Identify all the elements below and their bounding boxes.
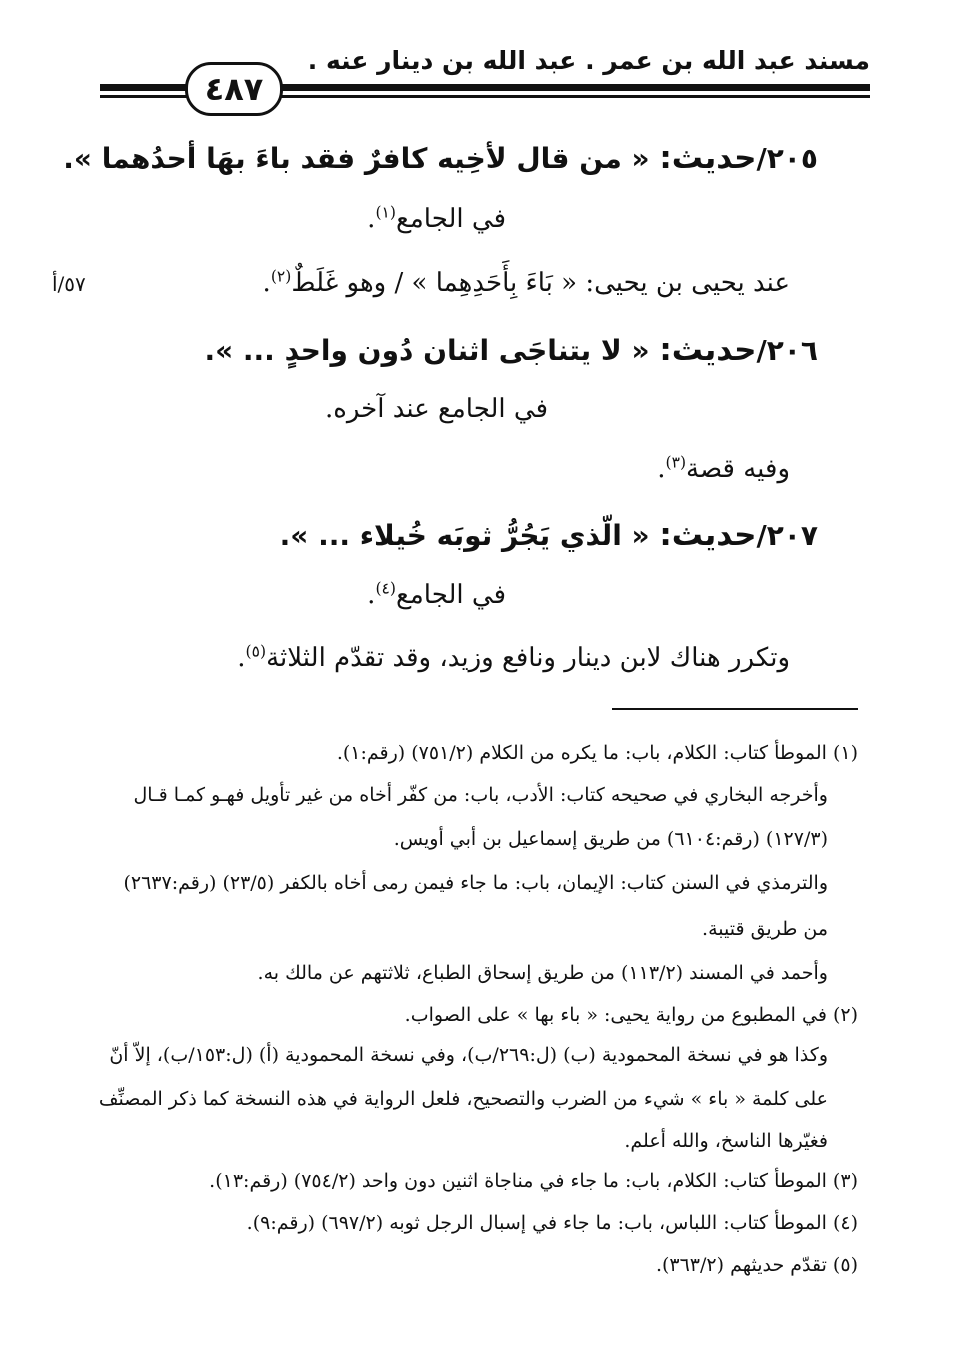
footnote-line: (٤) الموطأ كتاب: اللباس، باب: ما جاء في إسبال الرجل ثوبه (٦٩٧/٢) (رقم:٩). [246,1212,858,1234]
hadith-text: « لا يتناجَى اثنان دُون واحدٍ ... ». [204,334,660,367]
hadith-207 [280,517,818,553]
footnote-line: وكذا هو في نسخة المحمودية (ب) (ل:٢٦٩/ب)، وفي نسخة المحمودية (أ) (ل:١٥٣/ب)، إلاّ أنّ [109,1044,828,1066]
hadith-keyword: حديث: [659,332,757,368]
hadith-keyword: حديث: [659,517,757,553]
body-line-6 [237,643,790,673]
footnote-separator [612,708,858,710]
body-line-3 [325,394,548,424]
footnote-ref: (٢) [270,267,292,286]
footnote-line: وأخرجه البخاري في صحيحه كتاب: الأدب، باب: من كفّر أخاه من غير تأويل فهـو كمـا قـال [133,784,828,806]
body-line-1 [367,204,506,234]
hadith-text: « من قال لأخِيه كافرٌ فقد باءَ بهَا أحدُهما ». [63,142,660,175]
footnote-line: (٥) تقدّم حديثهم (٣٦٣/٢). [655,1254,858,1276]
footnote-ref: (٣) [665,453,687,472]
body-line-4 [657,454,790,484]
running-title: مسند عبد الله بن عمر . عبد الله بن دينار عنه . [307,46,870,75]
margin-note: ٥٧/أ [52,272,86,296]
footnote-ref: (١) [375,203,397,222]
footnote-ref: (٤) [375,579,397,598]
line-text: وفيه قصة [686,454,790,484]
line-tail: . [262,268,271,298]
hadith-205 [63,140,818,176]
footnote-line: والترمذي في السنن كتاب: الإيمان، باب: ما جاء فيمن رمى أخاه بالكفر (٢٣/٥) (رقم:٢٦٣٧) [123,872,828,894]
footnote-ref: (٥) [245,642,267,661]
line-tail: . [367,580,376,610]
line-tail: . [367,204,376,234]
footnote-line: وأحمد في المسند (١١٣/٢) من طريق إسحاق الطباع، ثلاثتهم عن مالك به. [257,962,828,984]
line-text: وتكرر هناك لابن دينار ونافع وزيد، وقد تقدّم الثلاثة [266,643,790,673]
line-text: في الجامع [396,580,506,610]
footnote-line: فغيّرها الناسخ، والله أعلم. [624,1130,828,1152]
footnote-line: (٣) الموطأ كتاب: الكلام، باب: ما جاء في مناجاة اثنين دون واحد (٧٥٤/٢) (رقم:١٣). [209,1170,858,1192]
footnote-line: من طريق قتيبة. [702,918,828,940]
hadith-text: « الّذي يَجُرُّ ثوبَه خُيلاء ... ». [279,519,660,552]
footnote-line: (٢) في المطبوع من رواية يحيى: « باء بها » على الصواب. [404,1004,858,1026]
hadith-number: ٢٠٥/ [756,142,818,175]
line-text: عند يحيى بن يحيى: « بَاءَ بِأَحَدِهِما » / وهو غَلَطٌ [291,268,790,298]
hadith-number: ٢٠٧/ [756,519,818,552]
body-line-2 [263,268,790,298]
hadith-number: ٢٠٦/ [756,334,818,367]
body-line-5 [367,580,506,610]
hadith-keyword: حديث: [659,140,757,176]
footnote-line: (١) الموطأ كتاب: الكلام، باب: ما يكره من الكلام (٧٥١/٢) (رقم:١). [336,742,858,764]
hadith-206 [204,332,818,368]
line-tail: . [657,454,666,484]
footnote-line: على كلمة « باء » شيء من الضرب والتصحيح، فلعل الرواية في هذه النسخة كما ذكر المصنِّف [98,1088,828,1110]
page-number: ٤٨٧ [185,62,283,116]
line-text: في الجامع عند آخره. [324,394,548,424]
line-tail: . [237,643,246,673]
footnote-line: (١٢٧/٣) (رقم:٦١٠٤) من طريق إسماعيل بن أبي أويس. [393,828,828,850]
line-text: في الجامع [396,204,506,234]
